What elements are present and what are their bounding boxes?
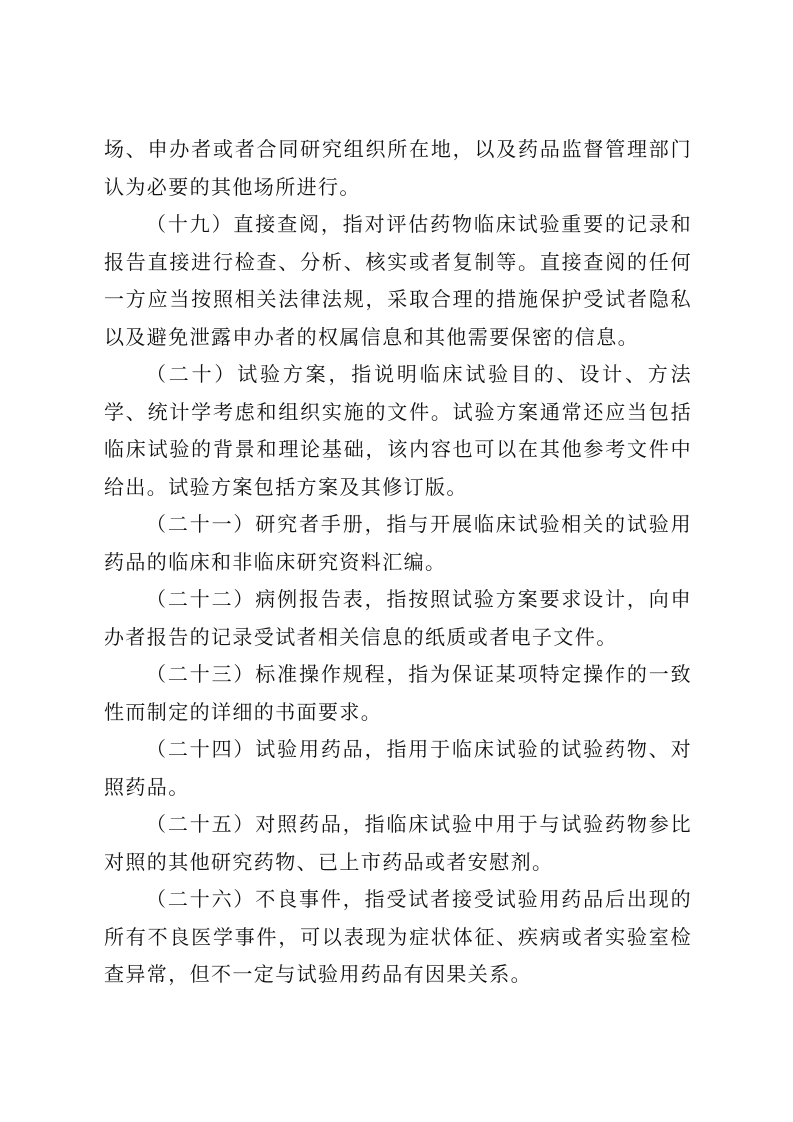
paragraph-20-trial-protocol: （二十）试验方案，指说明临床试验目的、设计、方法学、统计学考虑和组织实施的文件。试验方案通常还应当包括临床试验的背景和理论基础，该内容也可以在其他参考文件中给出。试验方案包括方案及其修订版。 <box>104 362 692 499</box>
paragraph-23-standard-operating-procedure: （二十三）标准操作规程，指为保证某项特定操作的一致性而制定的详细的书面要求。 <box>104 662 692 724</box>
document-body <box>104 131 692 994</box>
paragraph-24-investigational-product: （二十四）试验用药品，指用于临床试验的试验药物、对照药品。 <box>104 737 692 799</box>
paragraph-22-case-report-form: （二十二）病例报告表，指按照试验方案要求设计，向申办者报告的记录受试者相关信息的纸质或者电子文件。 <box>104 587 692 649</box>
paragraph-26-adverse-event: （二十六）不良事件，指受试者接受试验用药品后出现的所有不良医学事件，可以表现为症状体征、疾病或者实验室检查异常，但不一定与试验用药品有因果关系。 <box>104 887 692 986</box>
paragraph-continuation: 场、申办者或者合同研究组织所在地，以及药品监督管理部门认为必要的其他场所进行。 <box>104 137 692 199</box>
paragraph-25-comparator-product: （二十五）对照药品，指临床试验中用于与试验药物参比对照的其他研究药物、已上市药品或者安慰剂。 <box>104 812 692 874</box>
paragraph-19-direct-access: （十九）直接查阅，指对评估药物临床试验重要的记录和报告直接进行检查、分析、核实或者复制等。直接查阅的任何一方应当按照相关法律法规，采取合理的措施保护受试者隐私以及避免泄露申办者的权属信息和其他需要保密的信息。 <box>104 212 692 349</box>
paragraph-21-investigator-brochure: （二十一）研究者手册，指与开展临床试验相关的试验用药品的临床和非临床研究资料汇编。 <box>104 512 692 574</box>
